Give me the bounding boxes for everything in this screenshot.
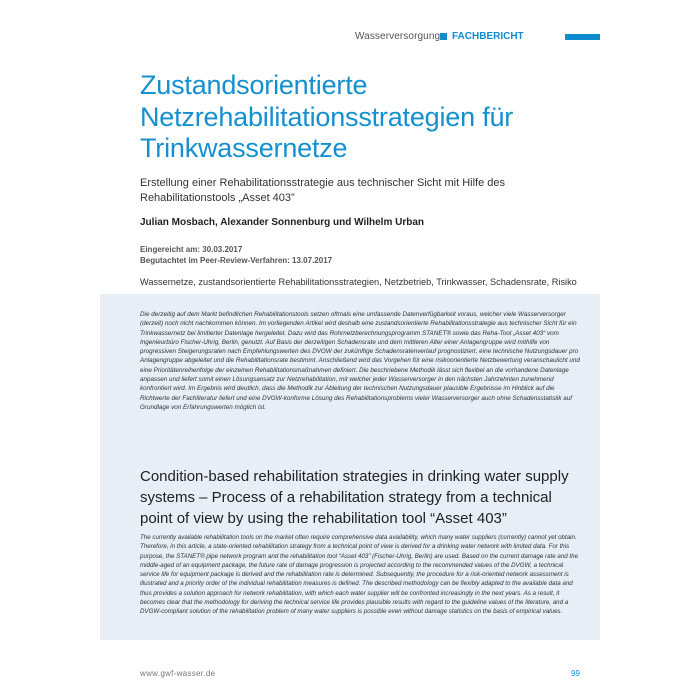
- keywords: Wassernetze, zustandsorientierte Rehabilitationsstrategien, Netzbetrieb, Trinkwasser, Schadensrate, Risiko: [140, 277, 577, 287]
- section-marker: [440, 33, 447, 40]
- article-category: FACHBERICHT: [452, 31, 524, 42]
- submission-date: Eingereicht am: 30.03.2017: [140, 245, 243, 254]
- abstract-german: Die derzeitig auf dem Markt befindlichen Rehabilitationstools setzen oftmals eine umfassende Datenverfügbarkeit voraus, welcher viele Wasserversorger (derzeit) noch nicht nachkommen können. Im vorliegenden Artikel wird deshalb eine zustandsorientierte Rehabilitationsstrategie aus technischer Sicht für ein Trinkwassernetz bei limitierter Datenlage hergeleitet. Dazu wird das Rohrnetzberechnungsprogramm STANET® sowie das Reha-Tool „Asset 403“ vom Ingenieurbüro Fischer-Uhrig, Berlin, genutzt. Auf Basis der derzeitigen Schadensrate und dem mittleren Alter einer Anlagengruppe wird mithilfe von progressiven Steigerungsraten nach Empfehlungswerten des DVGW der zukünftige Schadensratenverlauf prognostiziert, eine technische Nutzungsdauer pro Anlagengruppe abgeleitet und die Rehabilitationsrate bestimmt. Anschließend wird das Vorgehen für eine risikoorientierte Netzbewertung veranschaulicht und eine Prioritätenreihenfolge der einzelnen Rehabilitationsmaßnahmen definiert. Die beschriebene Methodik lässt sich flexibel an die vorhandene Datenlage anpassen und liefert somit einen Lösungsansatz zur Netzrehabilitation, mit welcher jeder Wasserversorger in den nächsten Jahrzehnten zunehmend konfrontiert wird. Im Ergebnis wird deutlich, dass die Methodik zur Ableitung der technischen Nutzungsdauer plausible Ergebnisse im Hinblick auf die Richtwerte der Fachliteratur liefert und eine DVGW-konforme Lösung des Rehabilitationsproblems vieler Wasserversorger auch ohne Schadensstatistik auf Grundlage von Erfahrungswerten möglich ist.: [140, 311, 580, 411]
- header-accent-bar: [565, 34, 600, 40]
- review-date: Begutachtet im Peer-Review-Verfahren: 13.07.2017: [140, 256, 333, 265]
- page-number: 99: [571, 669, 580, 678]
- abstract-english: The currently available rehabilitation tools on the market often require comprehensive data availability, which many water suppliers (currently) cannot yet obtain. Therefore, in this article, a state-oriented rehabilitation strategy from a technical point of view is derived for a drinking water network with limited data. For this purpose, the STANET® pipe network program and the rehabilitation tool “Asset 403” (Fischer-Uhrig, Berlin) are used. Based on the current damage rate and the middle-aged of an equipment package, the future rate of damage progression is projected according to the recommended values of the DVGW, a technical service life for equipment package is derived and the rehabilitation rate is determined. Subsequently, the procedure for a risk-oriented network assessment is illustrated and a priority order of the individual rehabilitation measures is defined. The described methodology can be flexibly adapted to the available data and thus provides a solution approach for network rehabilitation, with which each water supplier will be confronted increasingly in the next years. As a result, it becomes clear that the methodology for deriving the technical service life provides plausible results with regard to the guideline values of the literature, and a DVGW-compliant solution of the rehabilitation problem of many water suppliers is possible even without damage statistics on the basis of empirical values.: [140, 534, 579, 616]
- english-title: Condition-based rehabilitation strategies in drinking water supply systems – Process of a rehabilitation strategy from a technical point of view by using the rehabilitation tool “Asset 403”: [140, 468, 569, 527]
- article-title: Zustandsorientierte Netzrehabilitationsstrategien für Trinkwassernetze: [140, 70, 514, 163]
- article-subtitle: Erstellung einer Rehabilitationsstrategie aus technischer Sicht mit Hilfe des Rehabilitationstools „Asset 403”: [140, 177, 506, 204]
- article-authors: Julian Mosbach, Alexander Sonnenburg und Wilhelm Urban: [140, 217, 425, 228]
- journal-section: Wasserversorgung: [355, 31, 441, 42]
- footer-url: www.gwf-wasser.de: [140, 669, 216, 678]
